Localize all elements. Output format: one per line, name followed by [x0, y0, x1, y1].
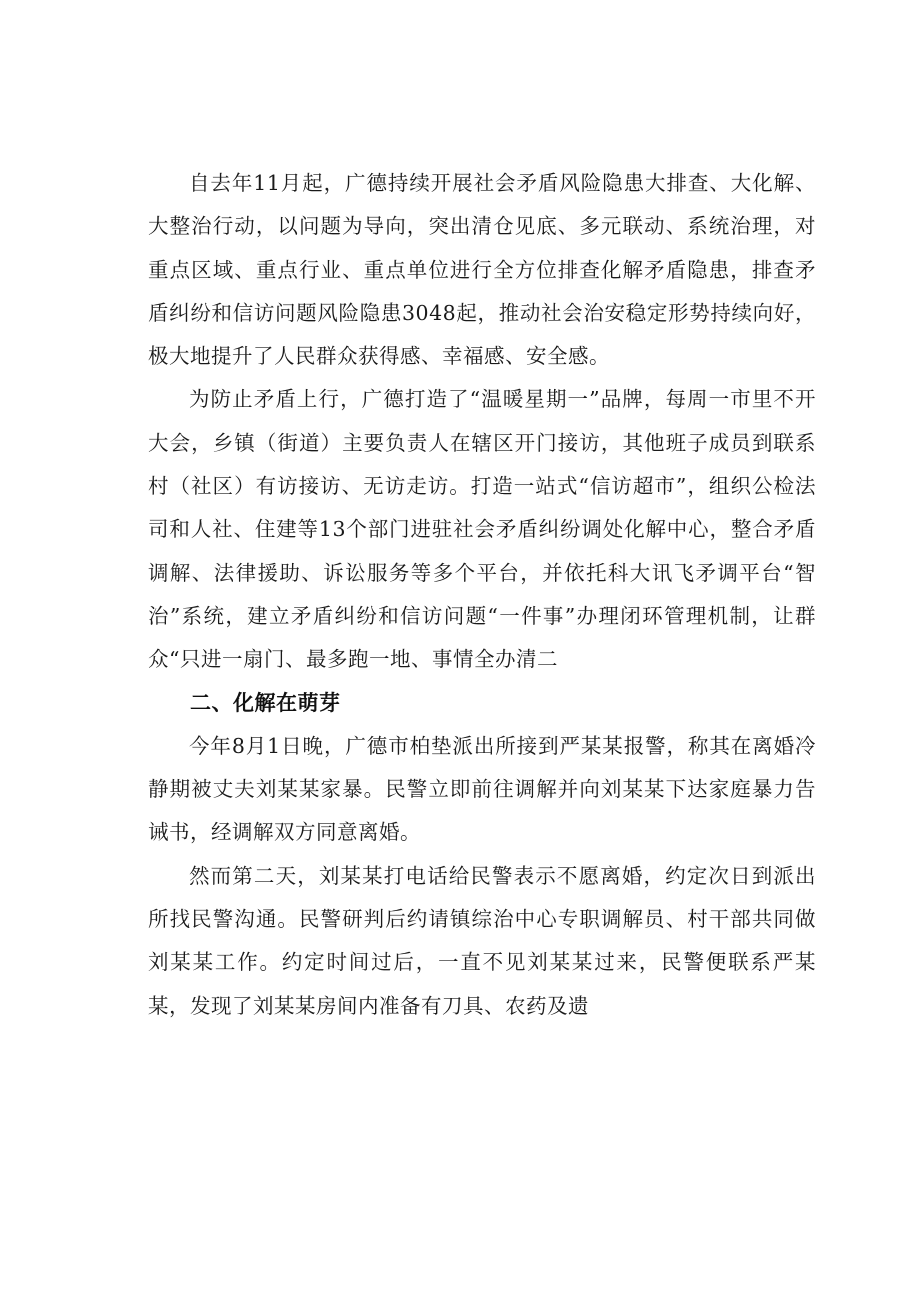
document-body: [148, 162, 816, 1028]
section-heading: 二、化解在萌芽: [190, 690, 341, 715]
paragraph-warm-monday: 为防止矛盾上行，广德打造了“温暖星期一”品牌，每周一市里不开大会，乡镇（街道）主要负责人在辖区开门接访，其他班子成员到联系村（社区）有访接访、无访走访。打造一站式“信访超市”，组织公检法司和人社、住建等13个部门进驻社会矛盾纠纷调处化解中心，整合矛盾调解、法律援助、诉讼服务等多个平台，并依托科大讯飞矛调平台“智治”系统，建立矛盾纠纷和信访问题“一件事”办理闭环管理机制，让群众“只进一扇门、最多跑一地、事情全办清二: [148, 387, 816, 672]
paragraph-follow-up: 然而第二天，刘某某打电话给民警表示不愿离婚，约定次日到派出所找民警沟通。民警研判后约请镇综治中心专职调解员、村干部共同做刘某某工作。约定时间过后，一直不见刘某某过来，民警便联系严某某，发现了刘某某房间内准备有刀具、农药及遗: [148, 863, 816, 1018]
paragraph-police-report: 今年8月1日晚，广德市柏垫派出所接到严某某报警，称其在离婚冷静期被丈夫刘某某家暴。民警立即前往调解并向刘某某下达家庭暴力告诫书，经调解双方同意离婚。: [148, 733, 816, 845]
paragraph-risk-screening: 自去年11月起，广德持续开展社会矛盾风险隐患大排查、大化解、大整治行动，以问题为导向，突出清仓见底、多元联动、系统治理，对重点区域、重点行业、重点单位进行全方位排查化解矛盾隐患，排查矛盾纠纷和信访问题风险隐患3048起，推动社会治安稳定形势持续向好，极大地提升了人民群众获得感、幸福感、安全感。: [148, 171, 816, 369]
